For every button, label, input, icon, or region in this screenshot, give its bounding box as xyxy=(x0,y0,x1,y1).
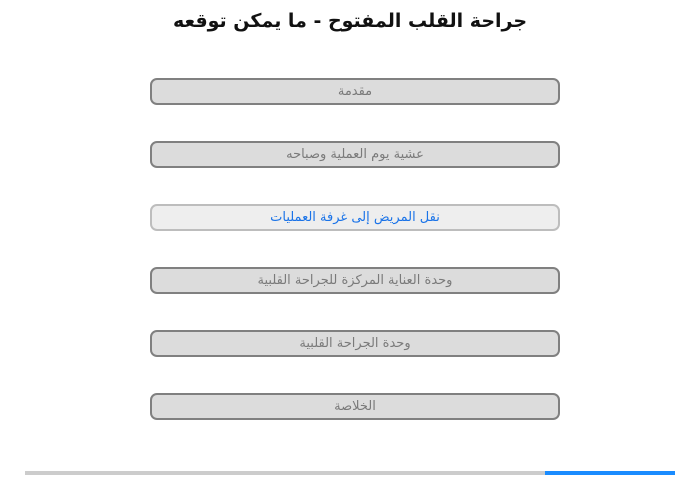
menu-item-cardiac-surgery-unit[interactable]: وحدة الجراحة القلبية xyxy=(150,330,560,357)
page-title: جراحة القلب المفتوح - ما يمكن توقعه xyxy=(172,10,528,32)
menu-item-introduction[interactable]: مقدمة xyxy=(150,78,560,105)
progress-bar-fill xyxy=(545,471,675,475)
menu-item-cardiac-icu[interactable]: وحدة العناية المركزة للجراحة القلبية xyxy=(150,267,560,294)
menu-item-eve-and-morning[interactable]: عشية يوم العملية وصباحه xyxy=(150,141,560,168)
menu-item-summary[interactable]: الخلاصة xyxy=(150,393,560,420)
chapter-menu xyxy=(150,78,560,456)
menu-item-transfer-to-operating-room[interactable]: نقل المريض إلى غرفة العمليات xyxy=(150,204,560,231)
progress-bar xyxy=(25,471,675,475)
